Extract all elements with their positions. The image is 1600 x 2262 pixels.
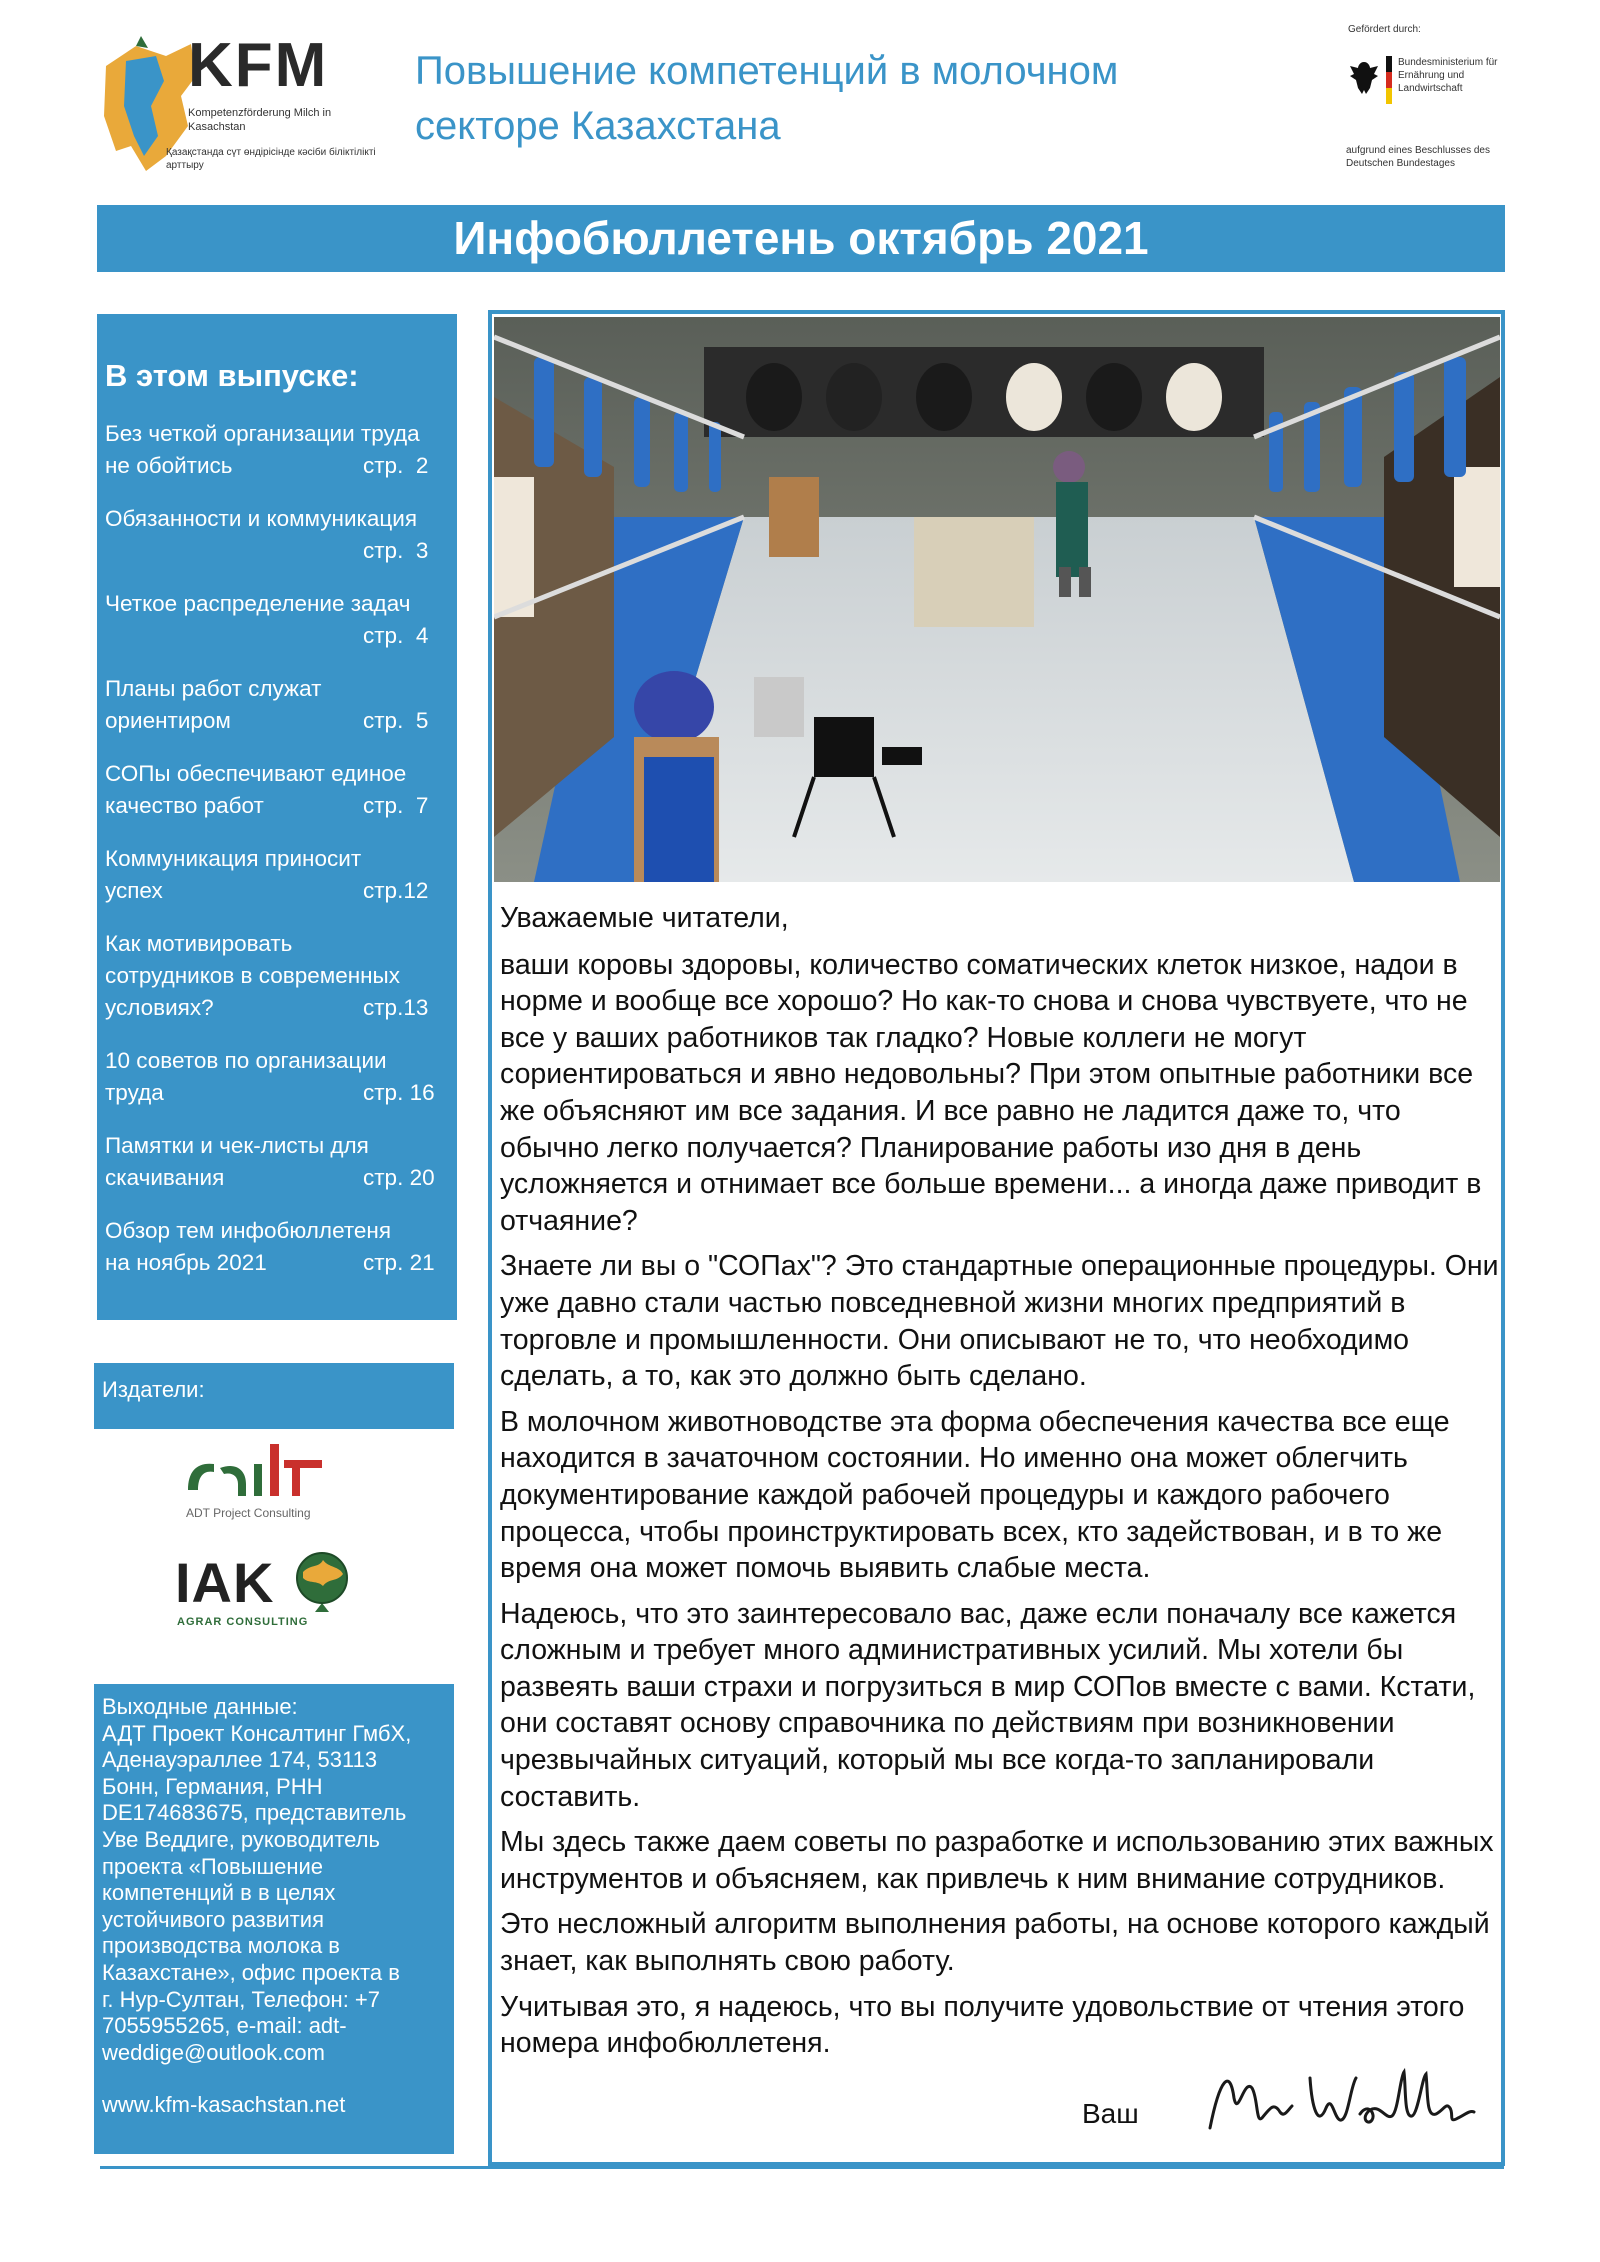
- toc-item-page: стр.13: [363, 995, 429, 1020]
- letter-body: [500, 947, 1500, 2062]
- toc-item-label: ориентиром: [105, 708, 231, 733]
- toc-item[interactable]: [105, 503, 449, 567]
- letter-paragraph: Это несложный алгоритм выполнения работы, на основе которого каждый знает, как выполнять свою работу.: [500, 1908, 1490, 1978]
- imprint-line: 7055955265, e-mail: adt-: [102, 2013, 347, 2039]
- toc-item-page: стр. 16: [363, 1080, 435, 1105]
- adt-logo: [184, 1440, 344, 1520]
- signature-graphic: [1200, 2058, 1480, 2148]
- imprint-line: Аденауэраллее 174, 53113: [102, 1747, 378, 1773]
- imprint-line: Бонн, Германия, РНН: [102, 1773, 323, 1799]
- toc-item[interactable]: [105, 843, 449, 907]
- imprint-line: АДТ Проект Консалтинг ГмбХ,: [102, 1720, 412, 1746]
- sponsor-ministry: Bundesministerium für Ernährung und Landwirtschaft: [1398, 57, 1498, 94]
- imprint-line: Казахстане», офис проекта в: [102, 1959, 400, 1985]
- toc-item-label: труда: [105, 1080, 164, 1105]
- kfm-logo: [96, 28, 376, 178]
- milking-parlor-photo: [494, 317, 1500, 882]
- handwritten-signature: [1200, 2058, 1480, 2148]
- sponsor-note: aufgrund eines Beschlusses des Deutschen Bundestages: [1346, 145, 1490, 169]
- toc-item-page: стр. 3: [363, 538, 429, 563]
- iak-logo-caption: AGRAR CONSULTING: [177, 1616, 309, 1628]
- toc-item[interactable]: [105, 928, 449, 1024]
- toc-item[interactable]: [105, 673, 449, 737]
- page-title-line-1: Повышение компетенций в молочном: [415, 49, 1119, 93]
- imprint-line: устойчивого развития: [102, 1906, 324, 1932]
- milking-parlor-illustration: [494, 317, 1500, 882]
- toc-item[interactable]: [105, 1045, 449, 1109]
- toc-item-label: Как мотивировать: [105, 931, 293, 956]
- iak-logo-text: IAK: [175, 1551, 275, 1614]
- toc-item-page: стр. 2: [363, 453, 429, 478]
- toc-item-label: СОПы обеспечивают единое: [105, 761, 407, 786]
- federal-eagle-icon: [1346, 58, 1382, 98]
- imprint-line: производства молока в: [102, 1933, 340, 1959]
- letter-paragraph: Учитывая это, я надеюсь, что вы получите удовольствие от чтения этого номера инфобюллетеня.: [500, 1990, 1465, 2060]
- toc-item-label: Планы работ служат: [105, 676, 322, 701]
- table-of-contents: [97, 314, 457, 1320]
- adt-logo-caption: ADT Project Consulting: [186, 1506, 311, 1520]
- imprint-line: Выходные данные:: [102, 1694, 298, 1719]
- letter-paragraph: Мы здесь также даем советы по разработке и использованию этих важных инструментов и объясняем, как привлечь к ним внимание сотрудников.: [500, 1826, 1494, 1895]
- toc-item-label: успех: [105, 878, 163, 903]
- letter-paragraph: Знаете ли вы о "СОПах"? Это стандартные операционные процедуры. Они уже давно стали частью повседневной жизни многих предприятий в торговле и промышленности. Они описывают не то, что необходимо сделать, а то, как это должно быть сделано.: [500, 1250, 1499, 1393]
- letter-closing: Ваш: [1082, 2098, 1139, 2129]
- adt-logo-mark: [184, 1440, 334, 1500]
- imprint-line: weddige@outlook.com: [102, 2039, 325, 2065]
- bottom-divider: [100, 2166, 1504, 2169]
- toc-item-label: Четкое распределение задач: [105, 591, 411, 616]
- newsletter-banner: Инфобюллетень октябрь 2021: [97, 205, 1505, 272]
- page-title: [415, 44, 1215, 154]
- website-link[interactable]: www.kfm-kasachstan.net: [102, 2092, 346, 2118]
- toc-item-page: стр. 5: [363, 708, 429, 733]
- kfm-logo-title: KFM: [188, 31, 329, 100]
- globe-pin-icon: [293, 1550, 351, 1614]
- letter-paragraph: Надеюсь, что это заинтересовало вас, даже если поначалу все кажется сложным и требует много административных усилий. Мы хотели бы развеять ваши страхи и погрузиться в мир СОПов вместе с вами. Кстати, они составят основу справочника по действиям при возникновении чрезвычайных ситуаций, который мы все когда-то запланировали составить.: [500, 1597, 1476, 1813]
- toc-item-page: стр. 7: [363, 793, 429, 818]
- toc-item-label: Обзор тем инфобюллетеня: [105, 1218, 392, 1243]
- toc-item[interactable]: [105, 758, 449, 822]
- kfm-logo-subtitle: Kompetenzförderung Milch in Kasachstan: [188, 107, 332, 133]
- imprint-line: Уве Веддиге, руководитель: [102, 1826, 380, 1852]
- imprint-line: компетенций в в целях: [102, 1880, 336, 1906]
- sponsor-label: Gefördert durch:: [1348, 24, 1421, 35]
- letter-paragraph: ваши коровы здоровы, количество соматических клеток низкое, надои в норме и вообще все хорошо? Но как-то снова и снова чувствуете, что не все у ваших работников так гладко? Новые коллеги не могут сориентироваться и явно недовольны? При этом опытные работники все же объясняют им все задания. И все равно не ладится даже то, что обычно легко получается? Планирование работы изо дня в день усложняется и отнимает все больше времени... а иногда даже приводит в отчаяние?: [500, 948, 1482, 1237]
- kfm-logo-subtitle-kz: Қазақстанда сүт өндірісінде кәсіби біліктілікті арттыру: [166, 147, 376, 171]
- imprint-text: [102, 1694, 446, 2066]
- imprint-box: [94, 1684, 454, 2154]
- toc-item-label: Без четкой организации труда: [105, 421, 420, 446]
- toc-item-label: не обойтись: [105, 453, 233, 478]
- toc-item-label: сотрудников в современных: [105, 963, 400, 988]
- toc-item-page: стр. 20: [363, 1165, 435, 1190]
- toc-item-label: условиях?: [105, 995, 214, 1020]
- editorial-letter: [500, 900, 1500, 2071]
- toc-item[interactable]: [105, 1215, 449, 1279]
- imprint-line: DE174683675, представитель: [102, 1800, 407, 1826]
- toc-item[interactable]: [105, 418, 449, 482]
- toc-item-label: на ноябрь 2021: [105, 1250, 267, 1275]
- letter-salutation: Уважаемые читатели,: [500, 902, 789, 934]
- imprint-line: проекта «Повышение: [102, 1853, 324, 1879]
- toc-item-label: качество работ: [105, 793, 264, 818]
- toc-item-page: стр. 4: [363, 623, 429, 648]
- iak-logo: [175, 1550, 375, 1630]
- page-title-line-2: секторе Казахстана: [415, 104, 781, 148]
- toc-item[interactable]: [105, 588, 449, 652]
- toc-item-label: 10 советов по организации: [105, 1048, 387, 1073]
- toc-heading: В этом выпуске:: [105, 358, 359, 393]
- toc-item-page: стр. 21: [363, 1250, 435, 1275]
- toc-item-label: Памятки и чек-листы для: [105, 1133, 369, 1158]
- toc-item-label: Коммуникация приносит: [105, 846, 362, 871]
- toc-item-page: стр.12: [363, 878, 429, 903]
- toc-item-label: скачивания: [105, 1165, 225, 1190]
- publishers-label: Издатели:: [94, 1363, 454, 1429]
- toc-item-label: Обязанности и коммуникация: [105, 506, 418, 531]
- imprint-line: г. Нур-Султан, Телефон: +7: [102, 1986, 381, 2012]
- toc-item[interactable]: [105, 1130, 449, 1194]
- toc-list: [105, 418, 449, 1279]
- letter-paragraph: В молочном животноводстве эта форма обеспечения качества все еще находится в зачаточном состоянии. Но именно она может облегчить документирование каждой рабочей процедуры и каждого рабочего процесса, чтобы проинструктировать всех, кто задействован, и в то же время она может помочь выявить слабые места.: [500, 1405, 1450, 1585]
- sponsor-logo: [1340, 20, 1510, 170]
- german-flag-icon: [1386, 56, 1392, 104]
